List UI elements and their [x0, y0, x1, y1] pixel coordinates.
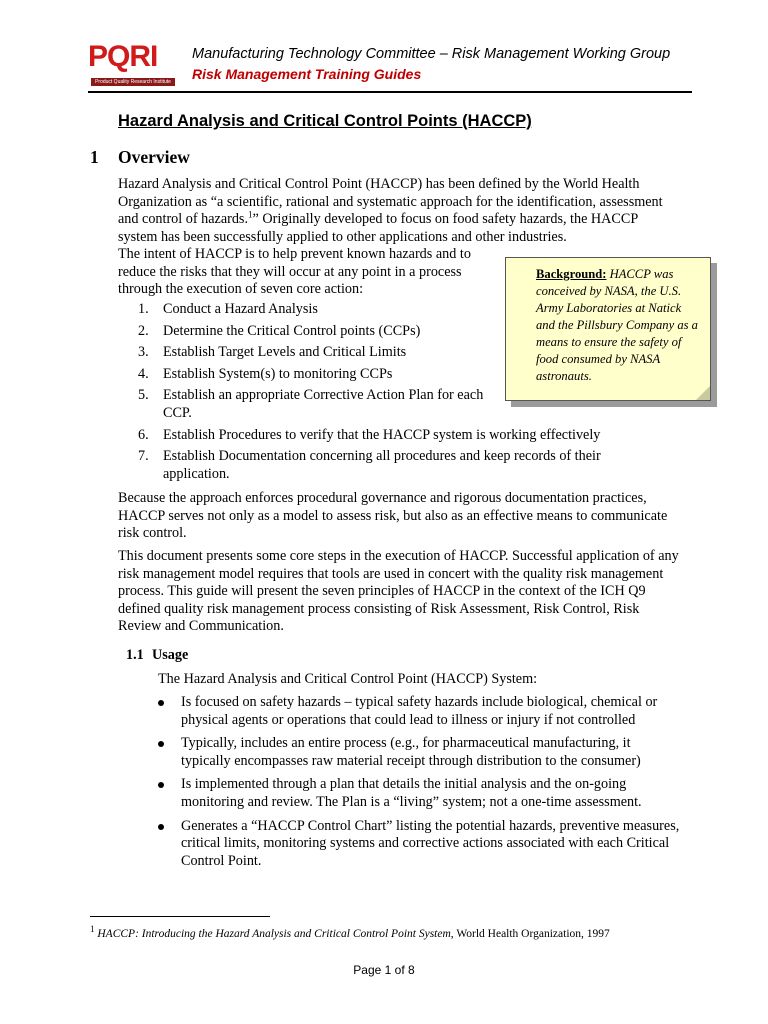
- footnote: [90, 924, 690, 940]
- background-note: [505, 257, 711, 401]
- logo-tagline: Product Quality Research Institute: [91, 78, 175, 86]
- item-text: Establish an appropriate Corrective Action Plan for each CCP.: [163, 387, 484, 421]
- logo-wordmark: PQRI: [88, 40, 158, 73]
- page-number: Page 1 of 8: [353, 963, 415, 977]
- footnote-ref[interactable]: 1: [248, 209, 253, 220]
- overview-paragraph-3: This document presents some core steps in the execution of HACCP. Successful application of any risk management model requires that tools are used in concert with the quality risk management process. This guide will present the seven principles of HACCP in the context of the ICH Q9 defined quality risk management process consisting of Risk Assessment, Risk Control, Risk Review and Communication.: [118, 548, 679, 635]
- para1-text-b: ” Originally developed to focus on food safety hazards, the HACCP system has been successfully applied to other applications and other industries.: [118, 211, 638, 245]
- list-item: [158, 776, 683, 811]
- item-number: 5.: [138, 387, 149, 404]
- header-series: Risk Management Training Guides: [192, 66, 422, 82]
- item-text: Is focused on safety hazards – typical safety hazards include biological, chemical or physical agents or operations that could lead to illness or injury if not controlled: [181, 694, 658, 728]
- item-text: Typically, includes an entire process (e.g., for pharmaceutical manufacturing, it typically encompasses raw material receipt through distribution to the consumer): [181, 735, 641, 769]
- section-heading-overview: [90, 147, 190, 168]
- document-title: Hazard Analysis and Critical Control Points (HACCP): [118, 112, 532, 130]
- list-item: [118, 448, 658, 483]
- note-fold-corner: [696, 386, 710, 400]
- item-text: Is implemented through a plan that details the initial analysis and the on-going monitoring and review. The Plan is a “living” system; not a one-time assessment.: [181, 776, 642, 810]
- subsection-title: Usage: [152, 647, 189, 663]
- list-item: [118, 427, 658, 445]
- bullet-icon: [158, 824, 164, 830]
- list-item: [158, 694, 683, 729]
- section-number: 1: [90, 147, 99, 167]
- overview-paragraph-1: [118, 176, 678, 246]
- overview-paragraph-2: Because the approach enforces procedural governance and rigorous documentation practices, HACCP serves not only as a model to assess risk, but also as an effective means to communicate risk control.: [118, 490, 668, 542]
- footnote-marker: 1: [90, 924, 95, 935]
- note-label: Background:: [536, 267, 607, 281]
- item-number: 3.: [138, 344, 149, 361]
- section-title: Overview: [118, 147, 190, 167]
- para1-text-a: Hazard Analysis and Critical Control Point (HACCP) has been defined by the World Health Organization as “a scientific, rational and systematic approach for the identification, assessment and control of hazards.: [118, 176, 663, 228]
- footnote-divider: [90, 916, 270, 917]
- item-text: Establish Target Levels and Critical Limits: [163, 344, 407, 361]
- item-text: Establish System(s) to monitoring CCPs: [163, 365, 393, 382]
- list-item: [158, 818, 683, 871]
- item-text: Establish Procedures to verify that the HACCP system is working effectively: [163, 426, 601, 443]
- item-number: 7.: [138, 448, 149, 465]
- item-number: 6.: [138, 426, 149, 443]
- item-number: 1.: [138, 301, 149, 317]
- overview-paragraph-intent: The intent of HACCP is to help prevent known hazards and to reduce the risks that they will occur at any point in a process through the execution of seven core action:: [118, 246, 471, 298]
- pqri-logo: [88, 40, 178, 86]
- list-item: [118, 387, 503, 422]
- item-number: 2.: [138, 322, 149, 339]
- note-text: HACCP was conceived by NASA, the U.S. Army Laboratories at Natick and the Pillsbury Company as a means to ensure the safety of food consumed by NASA astronauts.: [536, 267, 698, 383]
- header-divider: [88, 91, 692, 93]
- footnote-title: HACCP: Introducing the Hazard Analysis and Critical Control Point System: [94, 928, 451, 940]
- item-text: Establish Documentation concerning all procedures and keep records of their application.: [163, 448, 601, 482]
- item-text: Determine the Critical Control points (CCPs): [163, 322, 421, 339]
- list-item: [158, 735, 683, 770]
- subsection-heading-usage: [126, 647, 188, 664]
- item-text: Generates a “HACCP Control Chart” listing the potential hazards, preventive measures, critical limits, monitoring systems and corrective actions associated with each Critical Control Point.: [181, 817, 680, 869]
- bullet-icon: [158, 782, 164, 788]
- subsection-number: 1.1: [126, 647, 144, 663]
- item-number: 4.: [138, 365, 149, 382]
- bullet-icon: [158, 741, 164, 747]
- item-text: Conduct a Hazard Analysis: [163, 301, 318, 317]
- usage-intro: The Hazard Analysis and Critical Control Point (HACCP) System:: [158, 671, 538, 687]
- bullet-icon: [158, 700, 164, 706]
- usage-bullet-list: [158, 694, 683, 876]
- header-committee: Manufacturing Technology Committee – Risk Management Working Group: [192, 46, 671, 62]
- footnote-source: , World Health Organization, 1997: [450, 928, 610, 940]
